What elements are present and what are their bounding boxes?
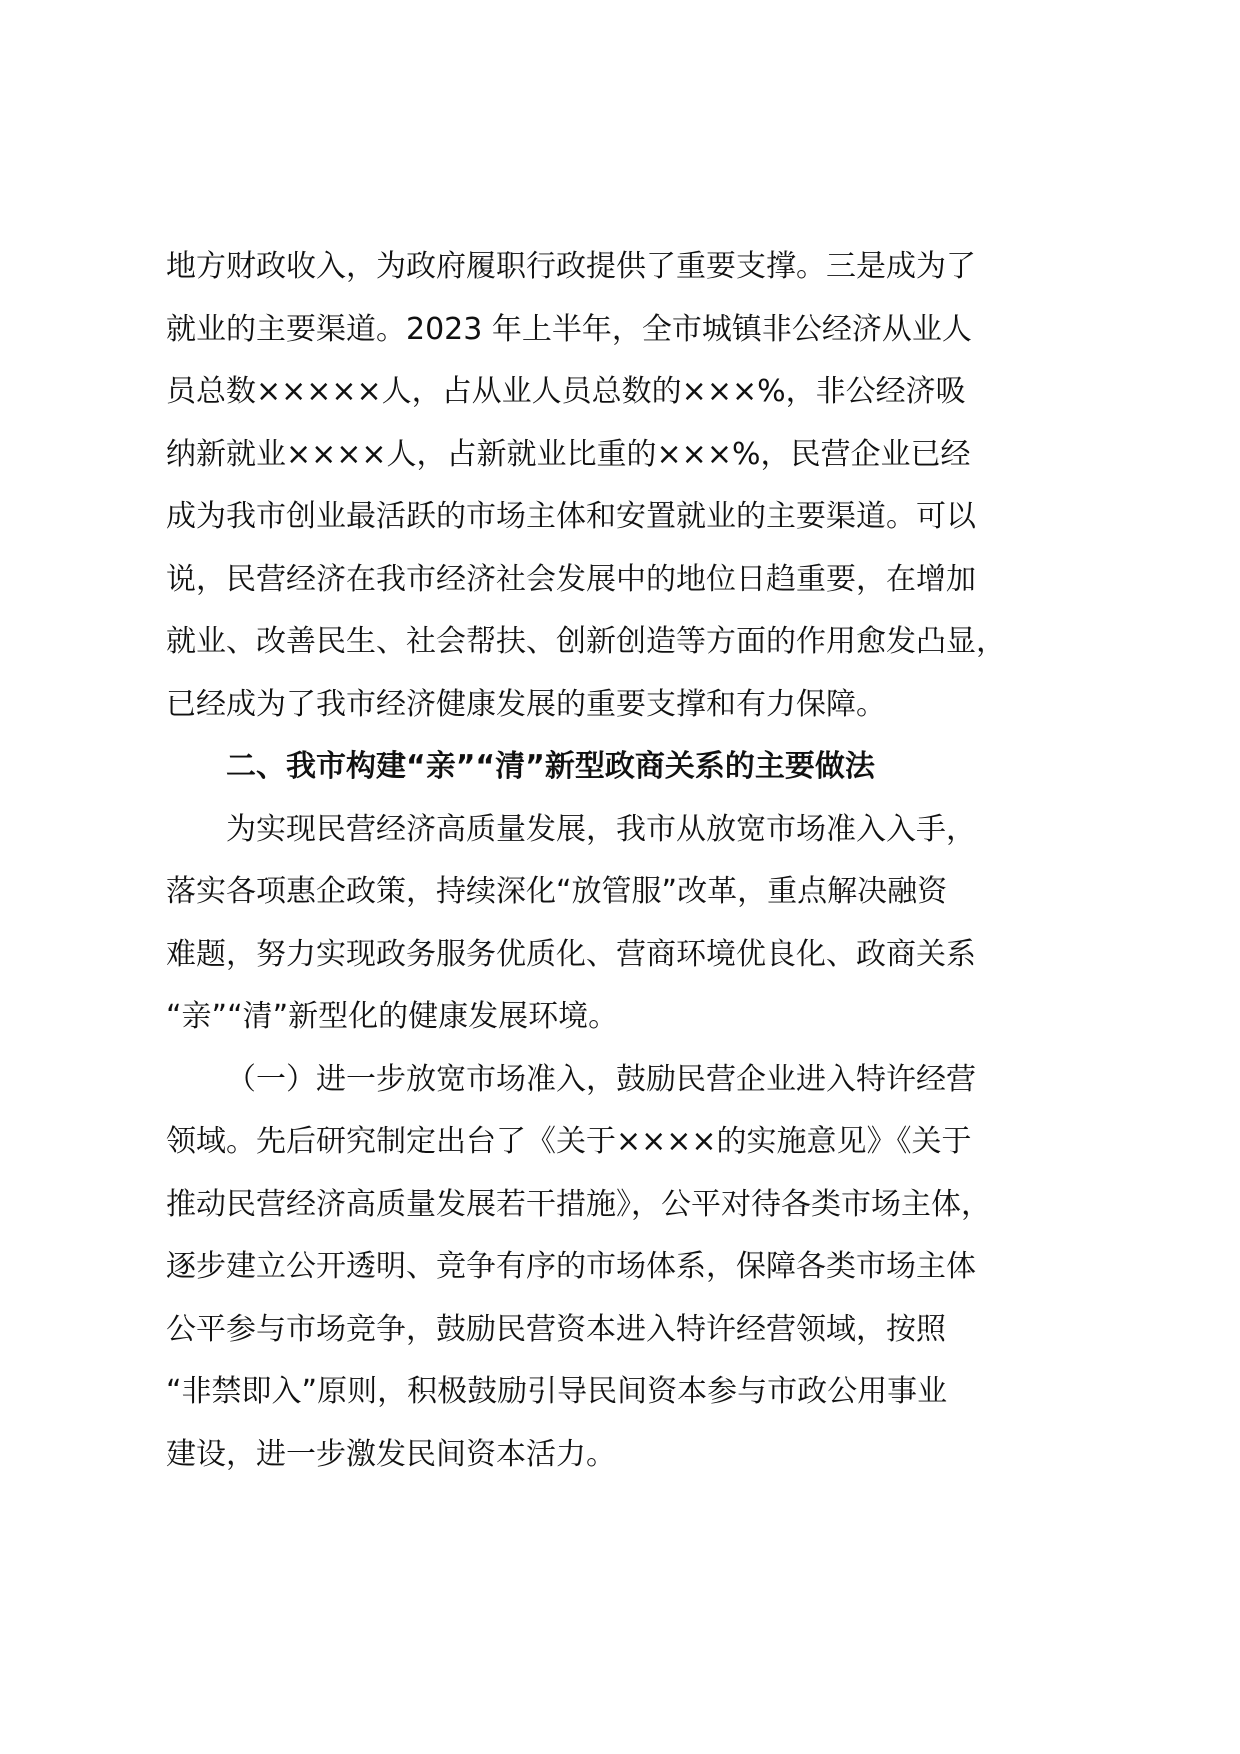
body-line: 员总数×××××人，占从业人员总数的×××%，非公经济吸 bbox=[166, 374, 966, 409]
subsection-line: （一）进一步放宽市场准入，鼓励民营企业进入特许经营 bbox=[226, 1061, 976, 1097]
body-line: 公平参与市场竞争，鼓励民营资本进入特许经营领域，按照 bbox=[166, 1311, 946, 1347]
body-line: 已经成为了我市经济健康发展的重要支撑和有力保障。 bbox=[166, 686, 886, 722]
body-line: 就业的主要渠道。2023 年上半年，全市城镇非公经济从业人 bbox=[166, 311, 972, 347]
body-line: 说，民营经济在我市经济社会发展中的地位日趋重要，在增加 bbox=[166, 561, 976, 597]
body-line: 推动民营经济高质量发展若干措施》，公平对待各类市场主体， bbox=[166, 1186, 991, 1222]
body-line: 建设，进一步激发民间资本活力。 bbox=[166, 1436, 616, 1472]
document-body bbox=[166, 236, 1086, 1486]
body-line: “非禁即入”原则，积极鼓励引导民间资本参与市政公用事业 bbox=[166, 1374, 948, 1409]
body-line: 领域。先后研究制定出台了《关于××××的实施意见》《关于 bbox=[166, 1124, 972, 1159]
body-line: 就业、改善民生、社会帮扶、创新创造等方面的作用愈发凸显， bbox=[166, 624, 1006, 659]
section-heading: 二、我市构建“亲”“清”新型政商关系的主要做法 bbox=[226, 749, 875, 784]
body-line: “亲”“清”新型化的健康发展环境。 bbox=[166, 999, 619, 1034]
body-line: 成为我市创业最活跃的市场主体和安置就业的主要渠道。可以 bbox=[166, 499, 976, 534]
body-line: 纳新就业××××人，占新就业比重的×××%，民营企业已经 bbox=[166, 436, 971, 472]
body-line: 难题，努力实现政务服务优质化、营商环境优良化、政商关系 bbox=[166, 936, 976, 972]
body-line: 为实现民营经济高质量发展，我市从放宽市场准入入手， bbox=[226, 811, 976, 847]
body-line: 地方财政收入，为政府履职行政提供了重要支撑。三是成为了 bbox=[166, 249, 976, 284]
body-line: 逐步建立公开透明、竞争有序的市场体系，保障各类市场主体 bbox=[166, 1249, 976, 1284]
body-line: 落实各项惠企政策，持续深化“放管服”改革，重点解决融资 bbox=[166, 874, 948, 909]
